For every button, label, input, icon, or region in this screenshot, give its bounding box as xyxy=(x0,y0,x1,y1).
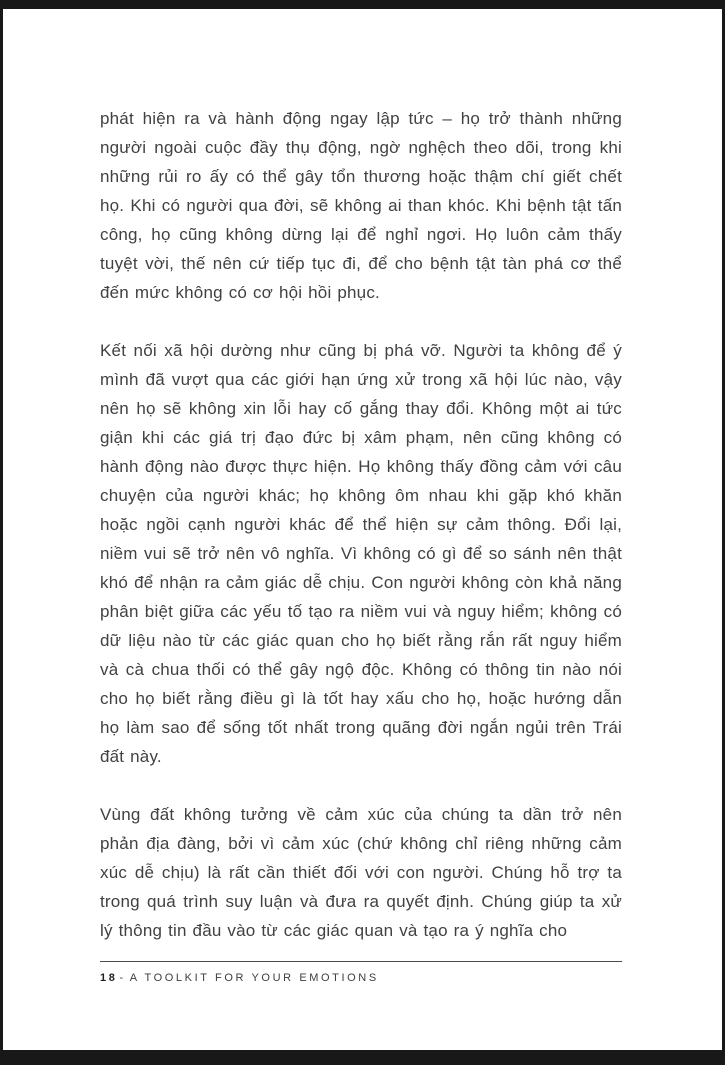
footer-divider xyxy=(100,961,622,962)
page-number: 18 xyxy=(100,972,118,984)
paragraph-3: Vùng đất không tưởng về cảm xúc của chúng ta dần trở nên phản địa đàng, bởi vì cảm xúc (chứ không chỉ riêng những cảm xúc dễ chịu) là rất cần thiết đối với con người. Chúng hỗ trợ ta trong quá trình suy luận và đưa ra quyết định. Chúng giúp ta xử lý thông tin đầu vào từ các giác quan và tạo ra ý nghĩa cho xyxy=(100,805,622,940)
page-footer xyxy=(100,961,622,984)
running-footer-title: A TOOLKIT FOR YOUR EMOTIONS xyxy=(129,972,379,984)
page-body xyxy=(100,104,622,974)
footer-separator: - xyxy=(119,972,126,984)
running-footer xyxy=(100,972,622,984)
paragraph-1: phát hiện ra và hành động ngay lập tức – họ trở thành những người ngoài cuộc đầy thụ động, ngờ nghệch theo dõi, trong khi những rủi ro ấy có thể gây tổn thương hoặc thậm chí giết chết họ. Khi có người qua đời, sẽ không ai than khóc. Khi bệnh tật tấn công, họ cũng không dừng lại để nghỉ ngơi. Họ luôn cảm thấy tuyệt vời, thế nên cứ tiếp tục đi, để cho bệnh tật tàn phá cơ thể đến mức không có cơ hội hồi phục. xyxy=(100,109,622,302)
paragraph-2: Kết nối xã hội dường như cũng bị phá vỡ. Người ta không để ý mình đã vượt qua các giới hạn ứng xử trong xã hội lúc nào, vậy nên họ sẽ không xin lỗi hay cố gắng thay đổi. Không một ai tức giận khi các giá trị đạo đức bị xâm phạm, nên cũng không có hành động nào được thực hiện. Họ không thấy đồng cảm với câu chuyện của người khác; họ không ôm nhau khi gặp khó khăn hoặc ngồi cạnh người khác để thể hiện sự cảm thông. Đổi lại, niềm vui sẽ trở nên vô nghĩa. Vì không có gì để so sánh nên thật khó để nhận ra cảm giác dễ chịu. Con người không còn khả năng phân biệt giữa các yếu tố tạo ra niềm vui và nguy hiểm; không có dữ liệu nào từ các giác quan cho họ biết rằng rắn rất nguy hiểm và cà chua thối có thể gây ngộ độc. Không có thông tin nào nói cho họ biết rằng điều gì là tốt hay xấu cho họ, hoặc hướng dẫn họ làm sao để sống tốt nhất trong quãng đời ngắn ngủi trên Trái đất này. xyxy=(100,341,622,766)
